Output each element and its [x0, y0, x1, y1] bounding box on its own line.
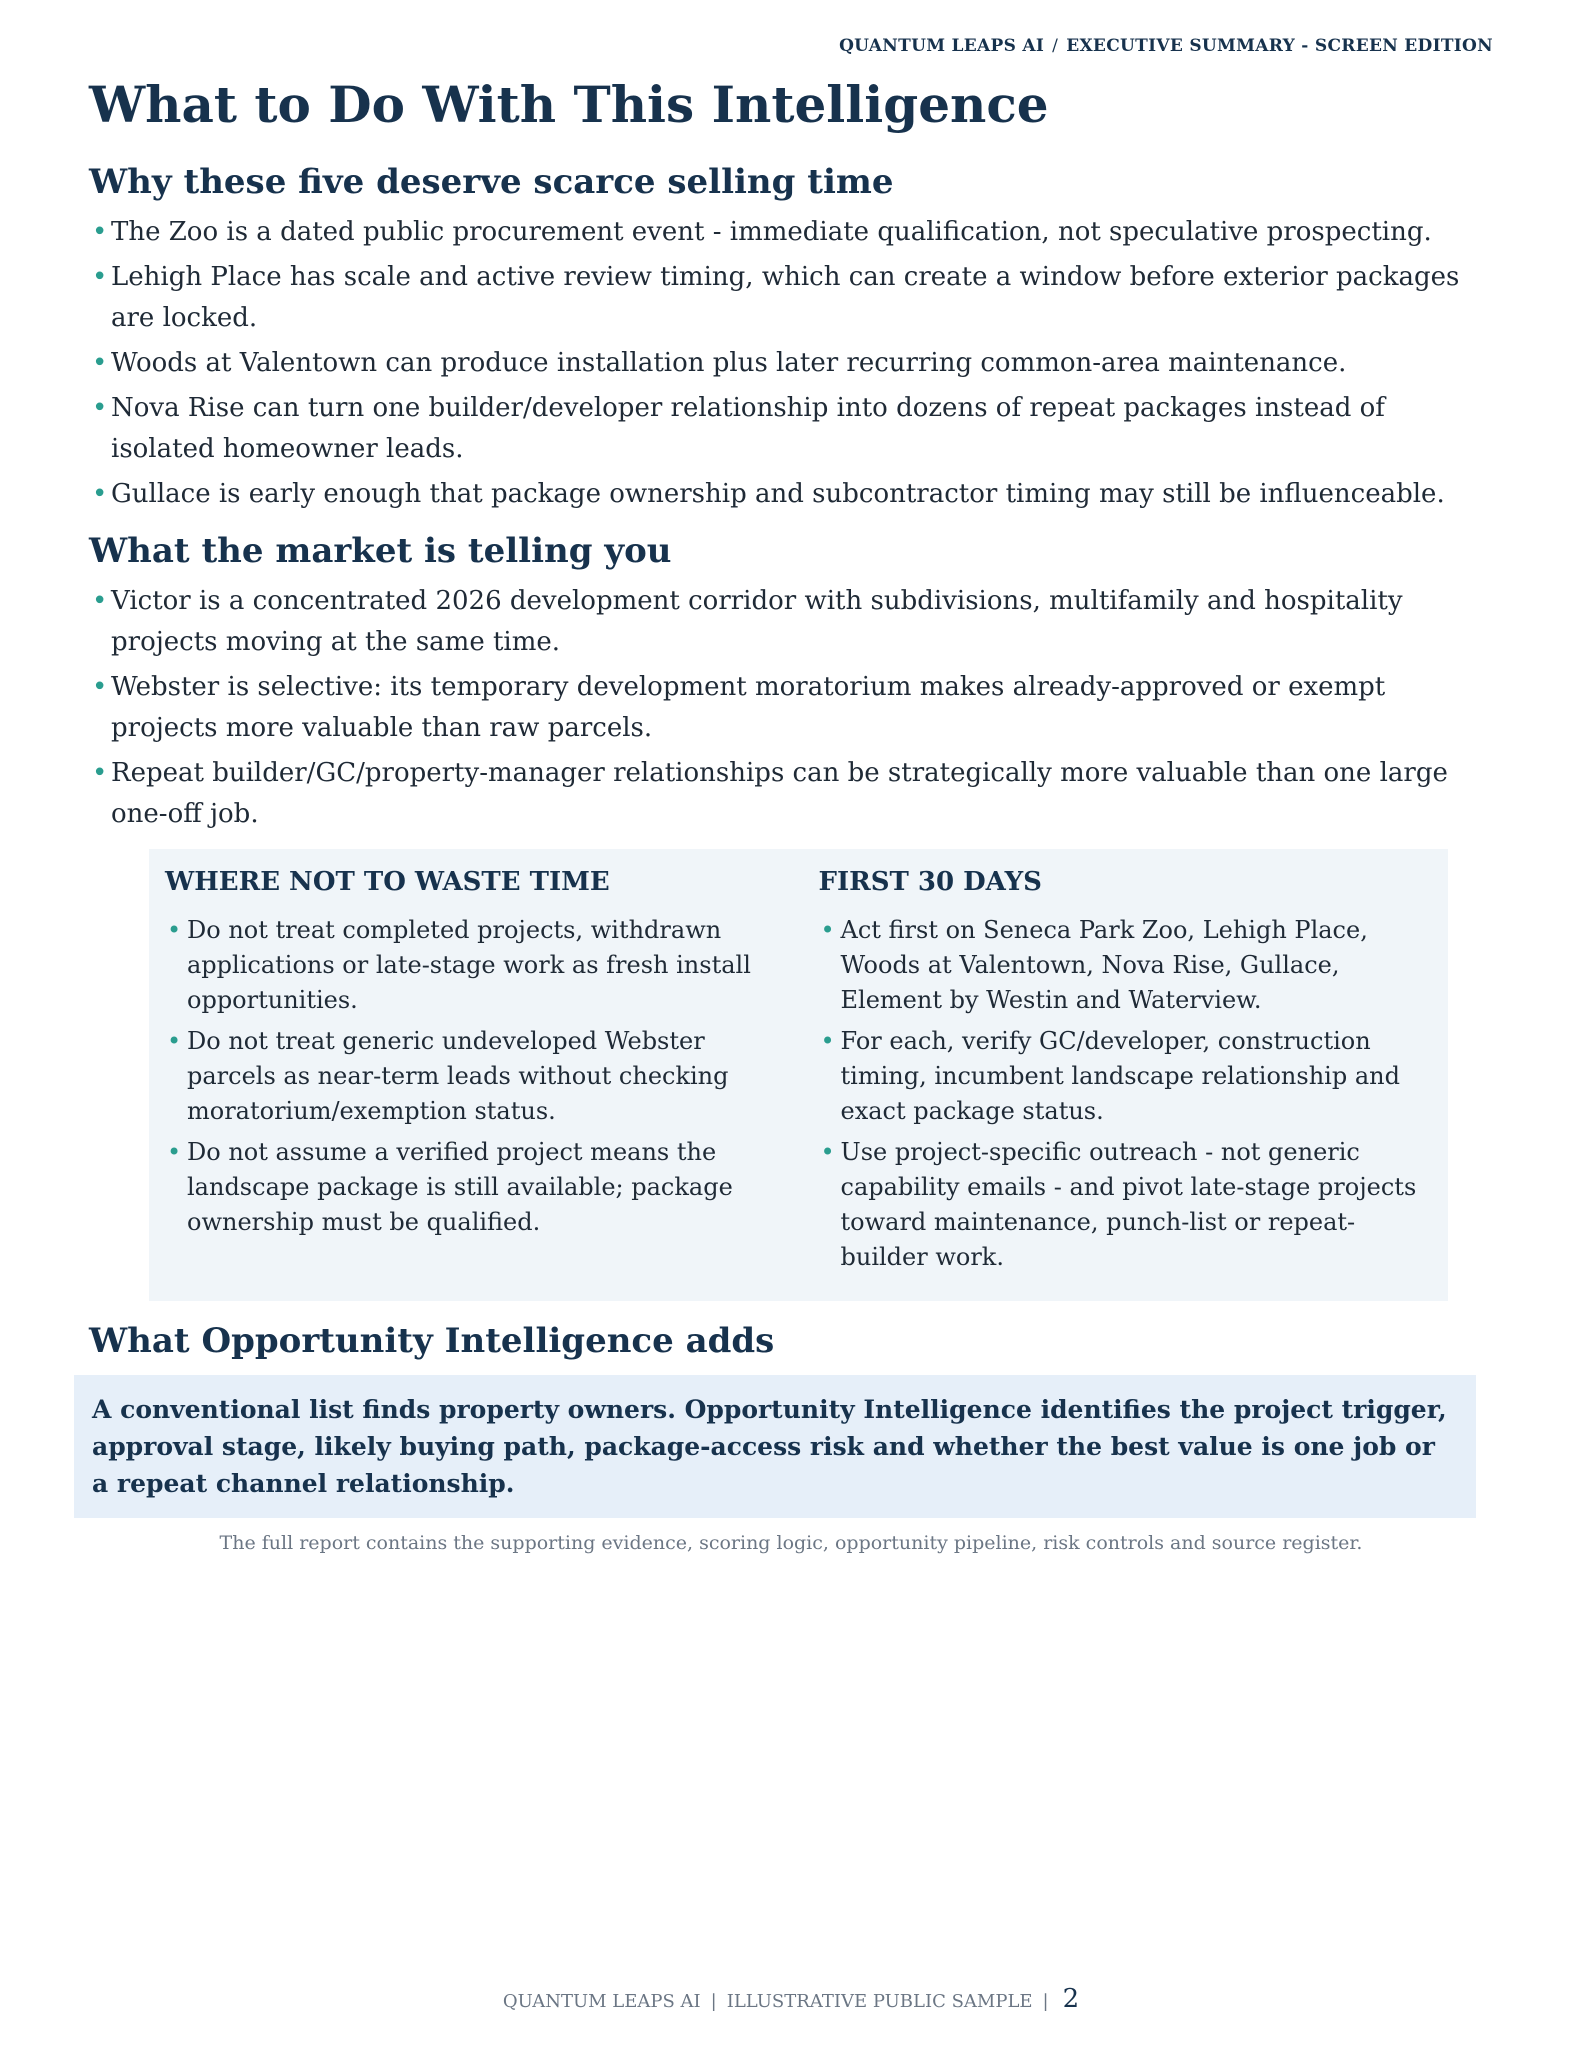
callout-first-30-days [819, 865, 1433, 1281]
bullet-icon: • [92, 586, 108, 616]
header-separator: / [1052, 36, 1059, 56]
bullet-icon: • [92, 758, 108, 788]
bullet-icon: • [92, 217, 108, 247]
bullet-icon: • [820, 1027, 835, 1055]
bullet-icon: • [820, 916, 835, 944]
footer-brand: QUANTUM LEAPS AI [502, 1991, 701, 2012]
list-item: • Victor is a concentrated 2026 development corridor with subdivisions, multifamily and hospitality projects moving at the same time. [89, 581, 1493, 663]
footer-label: ILLUSTRATIVE PUBLIC SAMPLE [726, 1991, 1033, 2012]
bullet-icon: • [92, 262, 108, 292]
where-not-list [165, 913, 779, 1240]
page-title: What to Do With This Intelligence [89, 75, 1049, 134]
list-item: • Do not treat generic undeveloped Webster parcels as near-term leads without checking moratorium/exemption status. [165, 1024, 779, 1129]
section-heading-why: Why these five deserve scarce selling time [89, 162, 894, 202]
footer-separator-2: | [1042, 1991, 1049, 2012]
running-header [839, 36, 1493, 56]
callout-box [149, 849, 1448, 1301]
bullet-icon: • [92, 348, 108, 378]
bullet-icon: • [167, 1027, 182, 1055]
list-item: • Nova Rise can turn one builder/developer relationship into dozens of repeat packages instead of isolated homeowner leads. [89, 388, 1493, 470]
bullet-icon: • [820, 1138, 835, 1166]
first-30-days-list [819, 913, 1433, 1275]
list-item: • Gullace is early enough that package ownership and subcontractor timing may still be influenceable. [89, 474, 1493, 515]
bullet-icon: • [167, 1138, 182, 1166]
bullet-icon: • [92, 479, 108, 509]
section-heading-adds: What Opportunity Intelligence adds [89, 1321, 775, 1361]
callout-where-not [165, 865, 779, 1281]
footnote: The full report contains the supporting evidence, scoring logic, opportunity pipeline, risk controls and source register. [219, 1532, 1363, 1554]
section-heading-market: What the market is telling you [89, 531, 672, 571]
page-content [89, 72, 1493, 1556]
list-item: • Woods at Valentown can produce installation plus later recurring common-area maintenance. [89, 343, 1493, 384]
list-item: • The Zoo is a dated public procurement event - immediate qualification, not speculative prospecting. [89, 212, 1493, 253]
why-list [89, 212, 1493, 515]
list-item: • Do not treat completed projects, withdrawn applications or late-stage work as fresh install opportunities. [165, 913, 779, 1018]
header-brand: QUANTUM LEAPS AI [839, 36, 1045, 56]
callout-heading-where-not: WHERE NOT TO WASTE TIME [165, 867, 610, 897]
page-footer [0, 1984, 1582, 2014]
list-item: • Do not assume a verified project means the landscape package is still available; package ownership must be qualified. [165, 1135, 779, 1240]
footer-separator: | [710, 1991, 717, 2012]
header-edition: EXECUTIVE SUMMARY - SCREEN EDITION [1066, 36, 1493, 56]
page-number: 2 [1062, 1984, 1080, 2014]
list-item: • Act first on Seneca Park Zoo, Lehigh Place, Woods at Valentown, Nova Rise, Gullace, Element by Westin and Waterview. [819, 913, 1433, 1018]
bullet-icon: • [92, 672, 108, 702]
list-item: • Repeat builder/GC/property-manager relationships can be strategically more valuable than one large one-off job. [89, 753, 1493, 835]
list-item: • Webster is selective: its temporary development moratorium makes already-approved or exempt projects more valuable than raw parcels. [89, 667, 1493, 749]
highlight-box: A conventional list finds property owners. Opportunity Intelligence identifies the project trigger, approval stage, likely buying path, package-access risk and whether the best value is one job or a repeat channel relationship. [74, 1375, 1476, 1518]
list-item: • For each, verify GC/developer, construction timing, incumbent landscape relationship and exact package status. [819, 1024, 1433, 1129]
bullet-icon: • [92, 393, 108, 423]
list-item: • Use project-specific outreach - not generic capability emails - and pivot late-stage projects toward maintenance, punch-list or repeat-builder work. [819, 1135, 1433, 1275]
list-item: • Lehigh Place has scale and active review timing, which can create a window before exterior packages are locked. [89, 257, 1493, 339]
callout-heading-first-30-days: FIRST 30 DAYS [818, 867, 1042, 897]
bullet-icon: • [167, 916, 182, 944]
market-list [89, 581, 1493, 835]
